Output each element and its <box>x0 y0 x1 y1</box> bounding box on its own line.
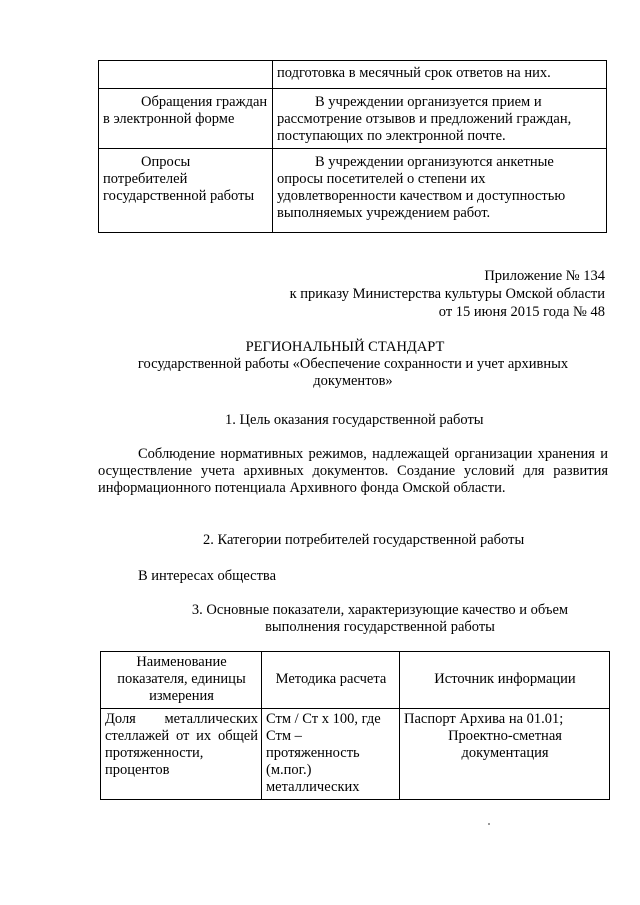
row-name: Опросы потребителей государственной работы <box>99 149 273 233</box>
header-source: Источник информации <box>400 652 610 709</box>
appendix-number: Приложение № 134 <box>484 268 605 284</box>
indicator-method: Стм / Ст х 100, где Стм – протяженность (м.пог.) металлических <box>262 709 400 800</box>
header-method: Методика расчета <box>262 652 400 709</box>
source-line-2: Проектно-сметная документация <box>448 728 562 761</box>
table-row <box>99 149 607 233</box>
indicator-name: Доля металлических стеллажей от их общей протяженности, процентов <box>101 709 262 800</box>
appendix-order: к приказу Министерства культуры Омской области <box>289 286 605 302</box>
standard-title: РЕГИОНАЛЬНЫЙ СТАНДАРТ <box>245 339 445 355</box>
table-row <box>99 89 607 149</box>
standard-subtitle: государственной работы «Обеспечение сохранности и учет архивных документов» <box>137 356 569 389</box>
section-2-text: В интересах общества <box>138 568 277 584</box>
row-text: подготовка в месячный срок ответов на них. <box>273 61 607 89</box>
row-name: Обращения граждан в электронной форме <box>99 89 273 149</box>
indicator-source <box>400 709 610 800</box>
section-1-text: Соблюдение нормативных режимов, надлежащей организации хранения и осуществление учета архивных документов. Создание условий для развития информационного потенциала Архивного фонда Омской области. <box>98 446 608 496</box>
row-name <box>99 61 273 89</box>
appendix-date: от 15 июня 2015 года № 48 <box>438 304 605 320</box>
source-line-1: Паспорт Архива на 01.01; <box>404 711 564 727</box>
section-1-heading: 1. Цель оказания государственной работы <box>225 412 484 428</box>
continuation-table <box>98 60 607 233</box>
section-2-heading: 2. Категории потребителей государственной работы <box>203 532 525 548</box>
header-indicator-name: Наименование показателя, единицы измерения <box>101 652 262 709</box>
indicators-table <box>100 651 610 800</box>
table-header-row <box>101 652 610 709</box>
row-text: В учреждении организуется прием и рассмотрение отзывов и предложений граждан, поступающих по электронной почте. <box>273 89 607 149</box>
table-row <box>99 61 607 89</box>
scan-speck <box>488 823 490 825</box>
row-text: В учреждении организуются анкетные опросы посетителей о степени их удовлетворенности качеством и доступностью выполняемых учреждением работ. <box>273 149 607 233</box>
table-row <box>101 709 610 800</box>
section-3-heading: 3. Основные показатели, характеризующие качество и объем выполнения государственной работы <box>191 602 569 635</box>
